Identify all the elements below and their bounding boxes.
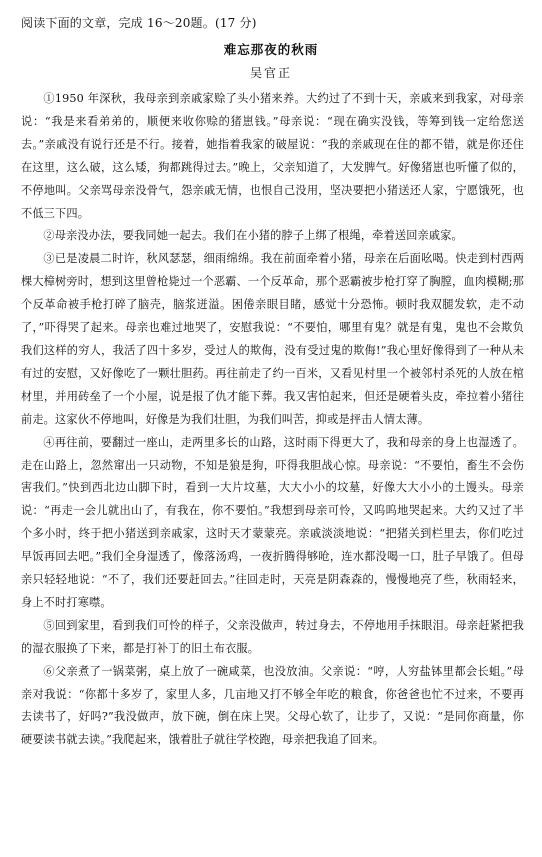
article-title: 难忘那夜的秋雨 xyxy=(223,42,319,57)
article-author: 吴官正 xyxy=(249,66,292,80)
article-body xyxy=(21,88,524,752)
reading-instruction: 阅读下面的文章，完成 16～20题。(17 分) xyxy=(21,16,257,30)
paragraph-1: ①1950 年深秋，我母亲到亲戚家赊了头小猪来养。大约过了不到十天，亲戚来到我家，对母亲说：“我是来看弟弟的，顺便来收你赊的猪崽钱。”母亲说：“现在确实没钱，等筹到钱一定给您送去。”亲戚没有说行还是不行。接着，她指着我家的破屋说：“我的亲戚现在住的都不错，就是你还住在这里，这么破，这么矮，狗都跳得过去。”晚上，父亲知道了，大发脾气。好像猪崽也听懂了似的，不停地叫。父亲骂母亲没骨气，怨亲戚无情，也恨自己没用，坚决要把小猪送还人家，宁愿饿死，也不低三下四。 xyxy=(21,92,524,220)
paragraph-5: ⑤回到家里，看到我们可怜的样子，父亲没做声，转过身去，不停地用手抹眼泪。母亲赶紧把我的湿衣服换了下来，都是打补丁的旧土布衣服。 xyxy=(21,618,524,655)
paragraph-6: ⑥父亲煮了一锅菜粥，桌上放了一碗咸菜，也没放油。父亲说：“哼，人穷盐钵里都会长蛆。”母亲对我说：“你都十多岁了，家里人多，几亩地又打不够全年吃的粮食，你爸爸也忙不过来，不要再去读书了，好吗?”我没做声，放下碗，倒在床上哭。父母心软了，让步了，又说：“是同你商量，你硬要读书就去读。”我爬起来，饿着肚子就往学校跑，母亲把我追了回来。 xyxy=(21,664,524,747)
paragraph-4: ④再往前，要翻过一座山，走两里多长的山路，这时雨下得更大了，我和母亲的身上也湿透了。走在山路上，忽然窜出一只动物，不知是狼是狗，吓得我胆战心惊。母亲说：“不要怕，畜生不会伤害我们。”快到西北边山脚下时，看到一大片坟墓，大大小小的坟墓，好像大大小小的土馒头。母亲说：“再走一会儿就出山了，有我在，你不要怕。”我想到母亲可怜，又呜呜地哭起来。大约又过了半个多小时，终于把小猪送到亲戚家，这时天才蒙蒙亮。亲戚淡淡地说：“把猪关到栏里去，你们吃过早饭再回去吧。”我们全身湿透了，像落汤鸡，一夜折腾得够呛，连水都没喝一口，肚子早饿了。但母亲只轻轻地说：“不了，我们还要赶回去。”往回走时，天亮是阴森森的，慢慢地亮了些，秋雨轻来，身上不时打寒噤。 xyxy=(21,435,524,609)
paragraph-3: ③已是凌晨二时许，秋风瑟瑟，细雨绵绵。我在前面牵着小猪，母亲在后面吆喝。快走到村西两棵大樟树旁时，想到这里曾枪毙过一个恶霸、一个反革命，那个恶霸被步枪打穿了胸膛，血肉模糊;那个反革命被手枪打碎了脑壳，脑浆迸溢。困倦亲眼目睹，感觉十分恐怖。顿时我双腿发软，走不动了，”吓得哭了起来。母亲也难过地哭了，安慰我说：“不要怕，哪里有鬼？就是有鬼，鬼也不会欺负我们这样的穷人，我活了四十多岁，受过人的欺侮，没有受过鬼的欺侮!”我心里好像得到了一种从未有过的安慰，又好像吃了一颗壮胆药。再往前走了约一百米，又看见村里一个被邻村杀死的人放在棺材里，并用砖垒了一个小屋，说是报了仇才能下葬。我又害怕起来，但还是硬着头皮，牵拉着小猪往前走。这家伙不停地叫，好像是为我们壮胆，为我们叫苦，抑或是抨击人情太薄。 xyxy=(21,252,524,426)
paragraph-2: ②母亲没办法，要我同她一起去。我们在小猪的脖子上绑了根绳，牵着送回亲戚家。 xyxy=(43,229,463,243)
